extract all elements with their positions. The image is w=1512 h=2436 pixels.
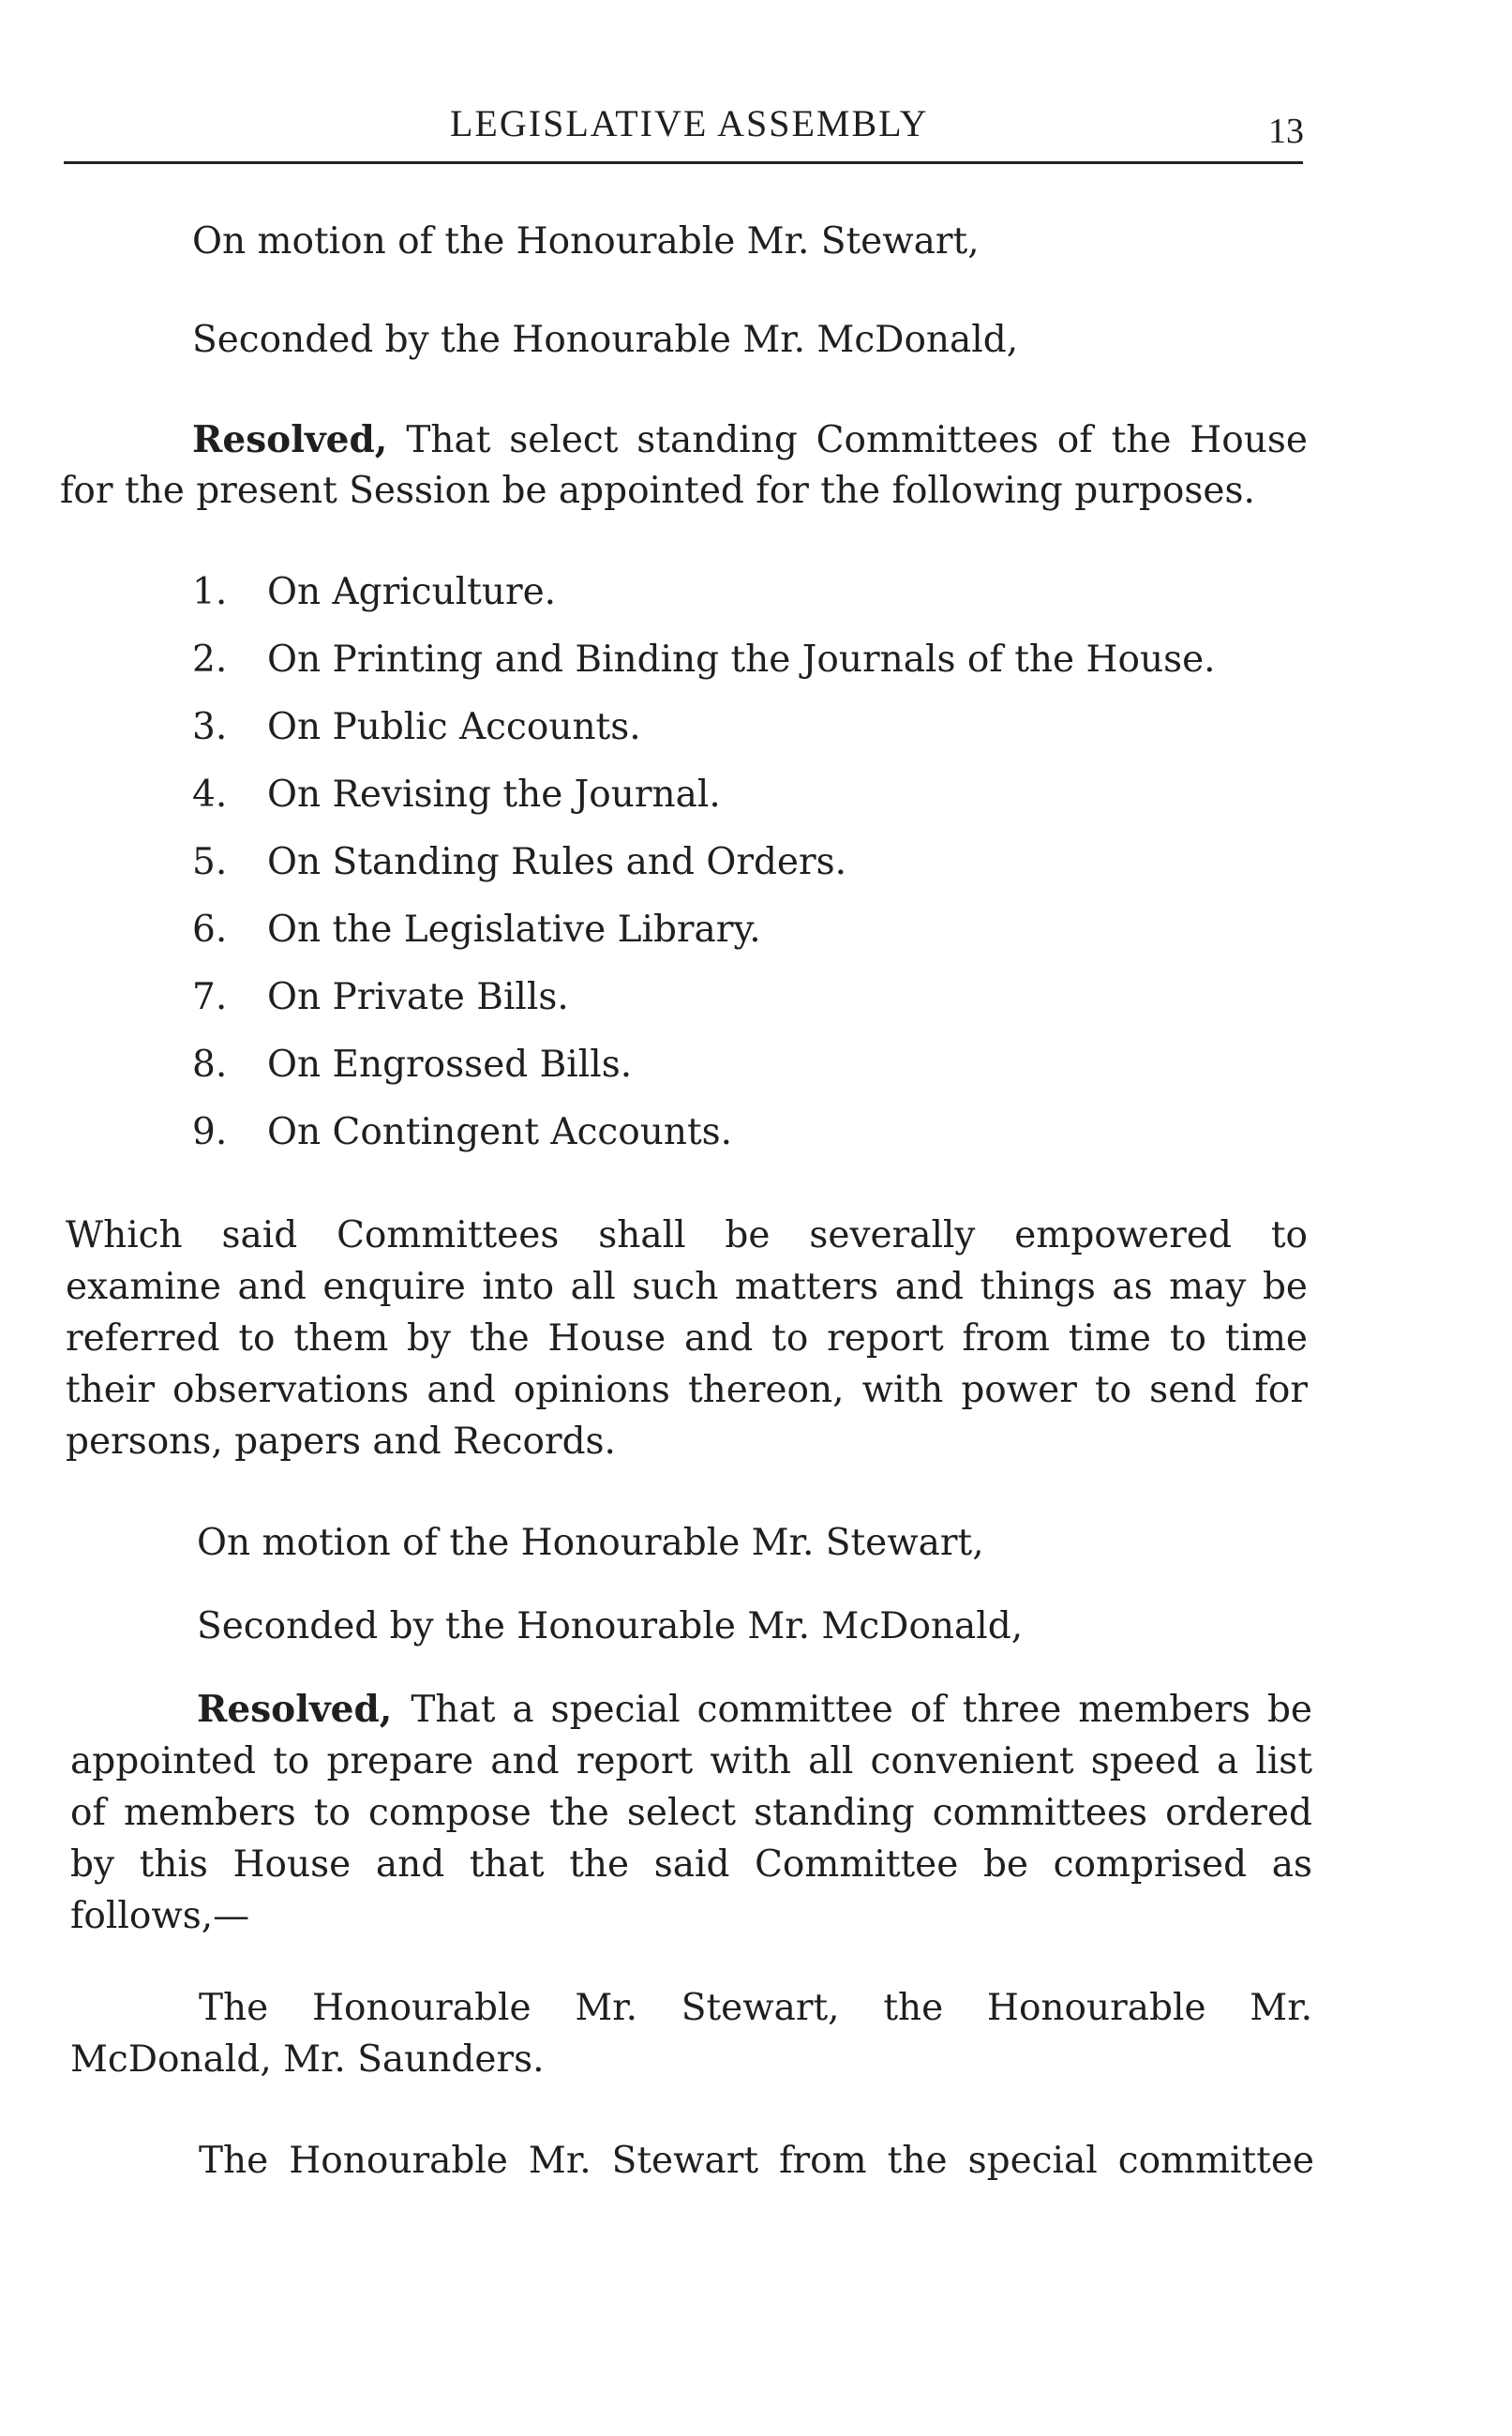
motion-2-resolution-line-2 <box>70 1740 1312 1782</box>
final-text: The Honourable Mr. Stewart from the special committee <box>199 2140 1314 2182</box>
powers-text: Which said Committees shall be severally empowered to <box>66 1214 1308 1256</box>
item-number: 8. <box>192 1044 228 1086</box>
powers-line-5: persons, papers and Records. <box>66 1421 616 1463</box>
motion-2-resolution-line-5: follows,— <box>70 1895 250 1937</box>
running-title: LEGISLATIVE ASSEMBLY <box>450 102 929 144</box>
item-label: On Revising the Journal. <box>267 774 721 816</box>
item-label: On Standing Rules and Orders. <box>267 841 847 883</box>
list-item <box>192 571 557 613</box>
powers-line-1 <box>66 1214 1308 1256</box>
resolved-word: Resolved, <box>197 1688 393 1731</box>
motion-1-resolution-line-2: for the present Session be appointed for the following purposes. <box>60 470 1255 512</box>
header-rule <box>64 161 1303 164</box>
item-number: 2. <box>192 639 228 681</box>
motion-1-moved: On motion of the Honourable Mr. Stewart, <box>192 220 980 263</box>
powers-text: their observations and opinions thereon, with power to send for <box>66 1369 1308 1411</box>
motion-2-seconded: Seconded by the Honourable Mr. McDonald, <box>197 1605 1024 1647</box>
item-label: On the Legislative Library. <box>267 909 761 951</box>
powers-text: referred to them by the House and to report from time to time <box>66 1317 1308 1360</box>
item-number: 3. <box>192 706 228 748</box>
motion-2-resolution-line-3 <box>70 1792 1312 1834</box>
item-label: On Public Accounts. <box>267 706 641 748</box>
list-item <box>192 774 721 816</box>
resolution-text: That a special committee of three members be <box>411 1689 1312 1731</box>
list-item <box>192 1044 633 1086</box>
members-line-1 <box>199 1987 1312 2029</box>
list-item <box>192 841 847 883</box>
members-line-2: McDonald, Mr. Saunders. <box>70 2038 545 2081</box>
motion-1-resolution-line-1 <box>192 418 1308 461</box>
item-number: 6. <box>192 909 228 951</box>
powers-text: examine and enquire into all such matters and things as may be <box>66 1266 1308 1308</box>
motion-2-resolution-line-1 <box>197 1688 1312 1731</box>
item-number: 7. <box>192 976 228 1018</box>
motion-2-moved: On motion of the Honourable Mr. Stewart, <box>197 1522 984 1564</box>
item-label: On Engrossed Bills. <box>267 1044 633 1086</box>
powers-line-4 <box>66 1369 1308 1411</box>
resolution-text: appointed to prepare and report with all convenient speed a list <box>70 1740 1312 1782</box>
item-label: On Agriculture. <box>267 571 557 613</box>
list-item <box>192 1111 733 1153</box>
page-number: 13 <box>1268 112 1304 151</box>
list-item <box>192 639 1216 681</box>
list-item <box>192 909 761 951</box>
item-label: On Contingent Accounts. <box>267 1111 733 1153</box>
resolution-text: of members to compose the select standing committees ordered <box>70 1792 1312 1834</box>
item-number: 4. <box>192 774 228 816</box>
motion-1-seconded: Seconded by the Honourable Mr. McDonald, <box>192 319 1019 361</box>
members-text: The Honourable Mr. Stewart, the Honourable Mr. <box>199 1987 1312 2029</box>
list-item <box>192 976 569 1018</box>
resolution-text: That select standing Committees of the House <box>406 419 1308 461</box>
item-number: 9. <box>192 1111 228 1153</box>
resolution-text: by this House and that the said Committee be comprised as <box>70 1843 1312 1886</box>
motion-2-resolution-line-4 <box>70 1843 1312 1886</box>
powers-line-2 <box>66 1266 1308 1308</box>
item-number: 5. <box>192 841 228 883</box>
final-line-1 <box>199 2140 1314 2182</box>
item-label: On Private Bills. <box>267 976 569 1018</box>
item-number: 1. <box>192 571 228 613</box>
list-item <box>192 706 641 748</box>
item-label: On Printing and Binding the Journals of the House. <box>267 639 1216 681</box>
resolved-word: Resolved, <box>192 418 388 461</box>
powers-line-3 <box>66 1317 1308 1360</box>
